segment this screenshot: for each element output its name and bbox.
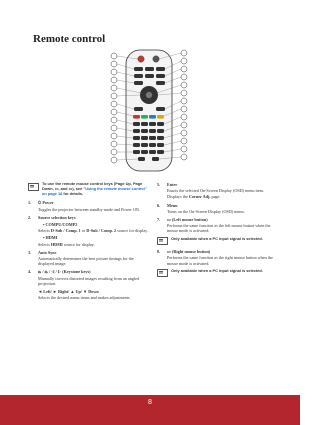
item-number: 6. [157, 202, 161, 208]
item-heading: (Left mouse button) [172, 217, 208, 223]
left-column [28, 182, 148, 303]
desc-part: page. [210, 194, 221, 200]
item-description: Manually corrects distorted images resulting from an angled projection. [38, 275, 140, 286]
item-description: Performs the same function as the left mouse button when the mouse mode is activated. [167, 223, 271, 234]
note-text-c: ), see [72, 185, 84, 191]
keystone-icons: ⏢ / ⏢ / ◁ / ▷ [38, 269, 63, 275]
item-auto-sync [28, 250, 148, 267]
desc-bold: HDMI [50, 241, 63, 247]
item-power [28, 200, 148, 211]
item-heading: (Keystone keys) [62, 269, 91, 275]
item-heading: Menu [167, 202, 178, 208]
mouse-control-link[interactable]: "Using the remote mouse control" on page 18 [42, 185, 147, 196]
item-heading: Auto Sync [38, 249, 57, 255]
page-title: Remote control [33, 33, 106, 45]
note-text: Only available when a PC input signal is selected. [171, 267, 263, 273]
note-icon [157, 269, 168, 277]
bullet-hdmi: HDMI [45, 235, 58, 241]
item-number: 5. [157, 182, 161, 187]
item-heading: Source selection keys [38, 214, 76, 220]
item-number: 8. [157, 249, 161, 255]
arrow-keys-description: Selects the desired menu items and makes adjustments. [38, 295, 131, 301]
desc-part: Selects [38, 228, 51, 234]
note-text-a: To use the remote mouse control keys (Page Up, Page Down, [42, 181, 143, 191]
mouse-control-note [28, 182, 148, 196]
item-number: 3. [28, 249, 32, 255]
bullet-compu-comp2: COMPU/COMP2 [45, 222, 78, 227]
item-description: Enacts the selected On-Screen Display (OSD) menu item. [167, 188, 264, 194]
item-keystone [28, 269, 148, 300]
mouse-right-icon: ▭ [167, 249, 173, 255]
item-description: Automatically determines the best picture timings for the displayed image. [38, 256, 134, 267]
desc-bold: D-Sub / Comp. 1 [50, 228, 81, 234]
desc-part: or [80, 228, 87, 234]
note-icon [157, 237, 168, 245]
item-source-selection: 2. Source selection keys • COMPU/COMP2 Selects D-Sub / Comp. 1 or D-Sub / Comp. 2 source for display. • HDMI Selects HDMI source for display. [28, 214, 148, 247]
item-menu [157, 203, 275, 214]
pc-input-note-2 [157, 269, 275, 278]
footer-bar [0, 395, 300, 425]
item-description: Performs the same function as the right mouse button when the mouse mode is activated. [167, 255, 273, 266]
right-column [157, 182, 275, 281]
pc-input-note-1 [157, 237, 275, 246]
desc-part: Displays the [167, 194, 189, 200]
desc-part: Selects [38, 241, 51, 247]
note-text-b: , and [58, 185, 69, 191]
desc-bold: D-Sub / Comp. 2 [86, 228, 117, 234]
item-description: Turns on the On-Screen Display (OSD) menu. [167, 208, 245, 214]
item-left-mouse [157, 217, 275, 234]
page-number: 8 [148, 399, 152, 406]
item-heading: Enter [167, 182, 178, 187]
mouse-left-icon: ▭ [167, 217, 173, 223]
desc-bold: Corner Adj. [188, 194, 211, 200]
item-heading: (Right mouse button) [172, 249, 211, 255]
remote-control-diagram [108, 48, 190, 173]
item-description: Toggles the projector between standby mode and Power ON. [38, 206, 140, 212]
item-number: 4. [28, 269, 32, 275]
note-icon [28, 183, 39, 191]
item-number: 2. [28, 214, 32, 220]
note-text: Only available when a PC input signal is selected. [171, 235, 263, 241]
remote-illustration [108, 48, 190, 173]
desc-part: source for display. [62, 241, 95, 247]
mouse-right-icon: ▭ [68, 185, 73, 191]
desc-part: source for display. [116, 228, 148, 234]
item-enter [157, 182, 275, 200]
item-right-mouse [157, 249, 275, 266]
item-number: 1. [28, 200, 32, 206]
item-heading: Power [42, 200, 54, 206]
mouse-left-icon: ▭ [54, 185, 59, 191]
power-icon: ⏻ [38, 200, 43, 206]
note-text-d: for details. [62, 190, 84, 196]
item-number: 7. [157, 217, 161, 223]
arrow-keys-heading: ◄ Left/ ► Right/ ▲ Up/ ▼ Down [38, 289, 99, 295]
